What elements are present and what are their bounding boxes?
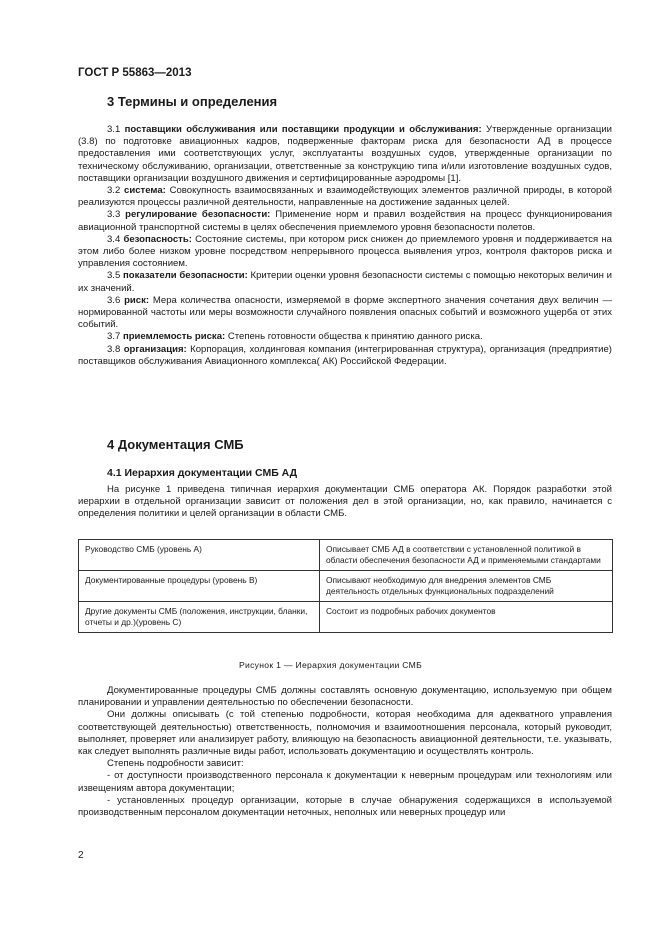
table-cell-description: Описывают необходимую для внедрения элементов СМБ деятельность отдельных функциональных подразделений <box>320 571 613 602</box>
definition-3-4 <box>78 234 612 271</box>
table-cell-description: Состоит из подробных рабочих документов <box>320 602 613 633</box>
definition-3-6 <box>78 295 612 332</box>
definition-number: 3.6 <box>107 294 121 306</box>
table-cell-level: Документированные процедуры (уровень В) <box>79 571 320 602</box>
definition-term: организация: <box>123 343 187 355</box>
definition-number: 3.5 <box>107 270 121 282</box>
definition-term: безопасность: <box>123 233 192 245</box>
definition-3-1 <box>78 124 612 185</box>
definition-3-8 <box>78 344 612 368</box>
intro-paragraph: На рисунке 1 приведена типичная иерархия документации СМБ оператора АК. Порядок разработки этой иерархии в отдельной организации зависит от положения дел в этой организации, но, как правило, начинается с определения политики и целей организации в области СМБ. <box>78 484 612 520</box>
section-4-title: 4 Документация СМБ <box>107 437 244 452</box>
body-paragraph: Они должны описывать (с той степенью подробности, которая необходима для адекватного управления соответствующей деятельностью) ответственность, полномочия и взаимоотношения персонала, который руководит, выполняет, проверяет или анализирует работу, влияющую на безопасность авиационной деятельности, т.е. указывать, как следует выполнять различные виды работ, использовать документацию и осуществлять контроль. <box>78 709 612 758</box>
hierarchy-table <box>78 539 613 633</box>
table-cell-description: Описывает СМБ АД в соответствии с установленной политикой в области обеспечения безопасности АД и применяемыми стандартами <box>320 540 613 571</box>
definition-3-5 <box>78 270 612 294</box>
page-number: 2 <box>78 850 84 861</box>
list-item: - от доступности производственного персонала к документации к неверным процедурам или технологиям или извещениям автора документации; <box>78 770 612 794</box>
table-cell-level: Руководство СМБ (уровень А) <box>79 540 320 571</box>
section-4-body <box>78 685 612 819</box>
definition-term: показатели безопасности: <box>123 270 248 282</box>
definition-3-3 <box>78 209 612 233</box>
document-header: ГОСТ Р 55863—2013 <box>78 67 192 79</box>
definition-number: 3.1 <box>107 124 121 135</box>
definition-term: поставщики обслуживания или поставщики продукции и обслуживания: <box>124 124 482 135</box>
section-3-title: 3 Термины и определения <box>107 94 278 109</box>
definition-text: Критерии оценки уровня безопасности системы с помощью некоторых величин и их значений. <box>78 270 612 294</box>
definition-number: 3.3 <box>107 209 121 221</box>
section-3-definitions <box>78 124 612 368</box>
definition-number: 3.7 <box>107 331 121 343</box>
definition-term: регулирование безопасности: <box>125 209 271 221</box>
list-item: - установленных процедур организации, которые в случае обнаружения содержащихся в используемой производственным персоналом документации неточных, неполных или неверных процедур или <box>78 794 612 819</box>
definition-text: Совокупность взаимосвязанных и взаимодействующих элементов различной природы, в которой реализуются процессы различной деятельности, направленные на достижение заданных целей. <box>78 185 612 209</box>
section-4-intro <box>78 484 612 521</box>
definition-term: система: <box>124 185 166 197</box>
definition-number: 3.4 <box>107 233 121 245</box>
definition-3-2 <box>78 185 612 209</box>
definition-text: Мера количества опасности, измеряемой в форме экспертного значения сочетания двух величин — нормированной частоты или меры возможности случайного появления опасных событий и возможного ущерба от этих событий. <box>78 294 612 331</box>
definition-number: 3.8 <box>107 343 121 355</box>
definition-number: 3.2 <box>107 185 121 197</box>
definition-3-7 <box>78 331 612 343</box>
subsection-4-1-title: 4.1 Иерархия документации СМБ АД <box>107 467 298 479</box>
table-cell-level: Другие документы СМБ (положения, инструкции, бланки, отчеты и др.)(уровень С) <box>79 602 320 633</box>
body-paragraph: Степень подробности зависит: <box>107 758 244 770</box>
definition-term: риск: <box>124 294 150 306</box>
table-row <box>79 540 613 571</box>
definition-term: приемлемость риска: <box>122 331 226 343</box>
table-row <box>79 602 613 633</box>
definition-text: Утвержденные организации (3.8) по подготовке авиационных кадров, подверженные факторам риска для безопасности АД в процессе предоставления ими соответствующих услуг, эксплуатанты воздушных судов, утвержденные организации по техническому обслуживанию, организации, ответственные за конструкцию типа и/или изготовление воздушных судов, поставщики организации воздушного движения и сертифицированные аэродромы [1]. <box>78 124 613 184</box>
figure-caption: Рисунок 1 — Иерархия документации СМБ <box>238 660 423 670</box>
definition-text: Корпорация, холдинговая компания (интегрированная структура), организация (предприятие) поставщиков обслуживания Авиационного комплекса( АК) Российской Федерации. <box>78 343 612 367</box>
table-row <box>79 571 613 602</box>
body-paragraph: Документированные процедуры СМБ должны составлять основную документацию, используемую при общем планировании и управлении деятельностью по обеспечении безопасности. <box>78 685 612 709</box>
definition-text: Применение норм и правил воздействия на процесс функционирования авиационной транспортной системы в целях обеспечения приемлемого уровня безопасности полетов. <box>78 209 613 233</box>
definition-text: Состояние системы, при котором риск снижен до приемлемого уровня и поддерживается на этом либо более низком уровне посредством непрерывного процесса выявления угроз, контроля факторов риска и управления состоянием. <box>78 233 612 270</box>
definition-text: Степень готовности общества к принятию данного риска. <box>225 331 483 343</box>
